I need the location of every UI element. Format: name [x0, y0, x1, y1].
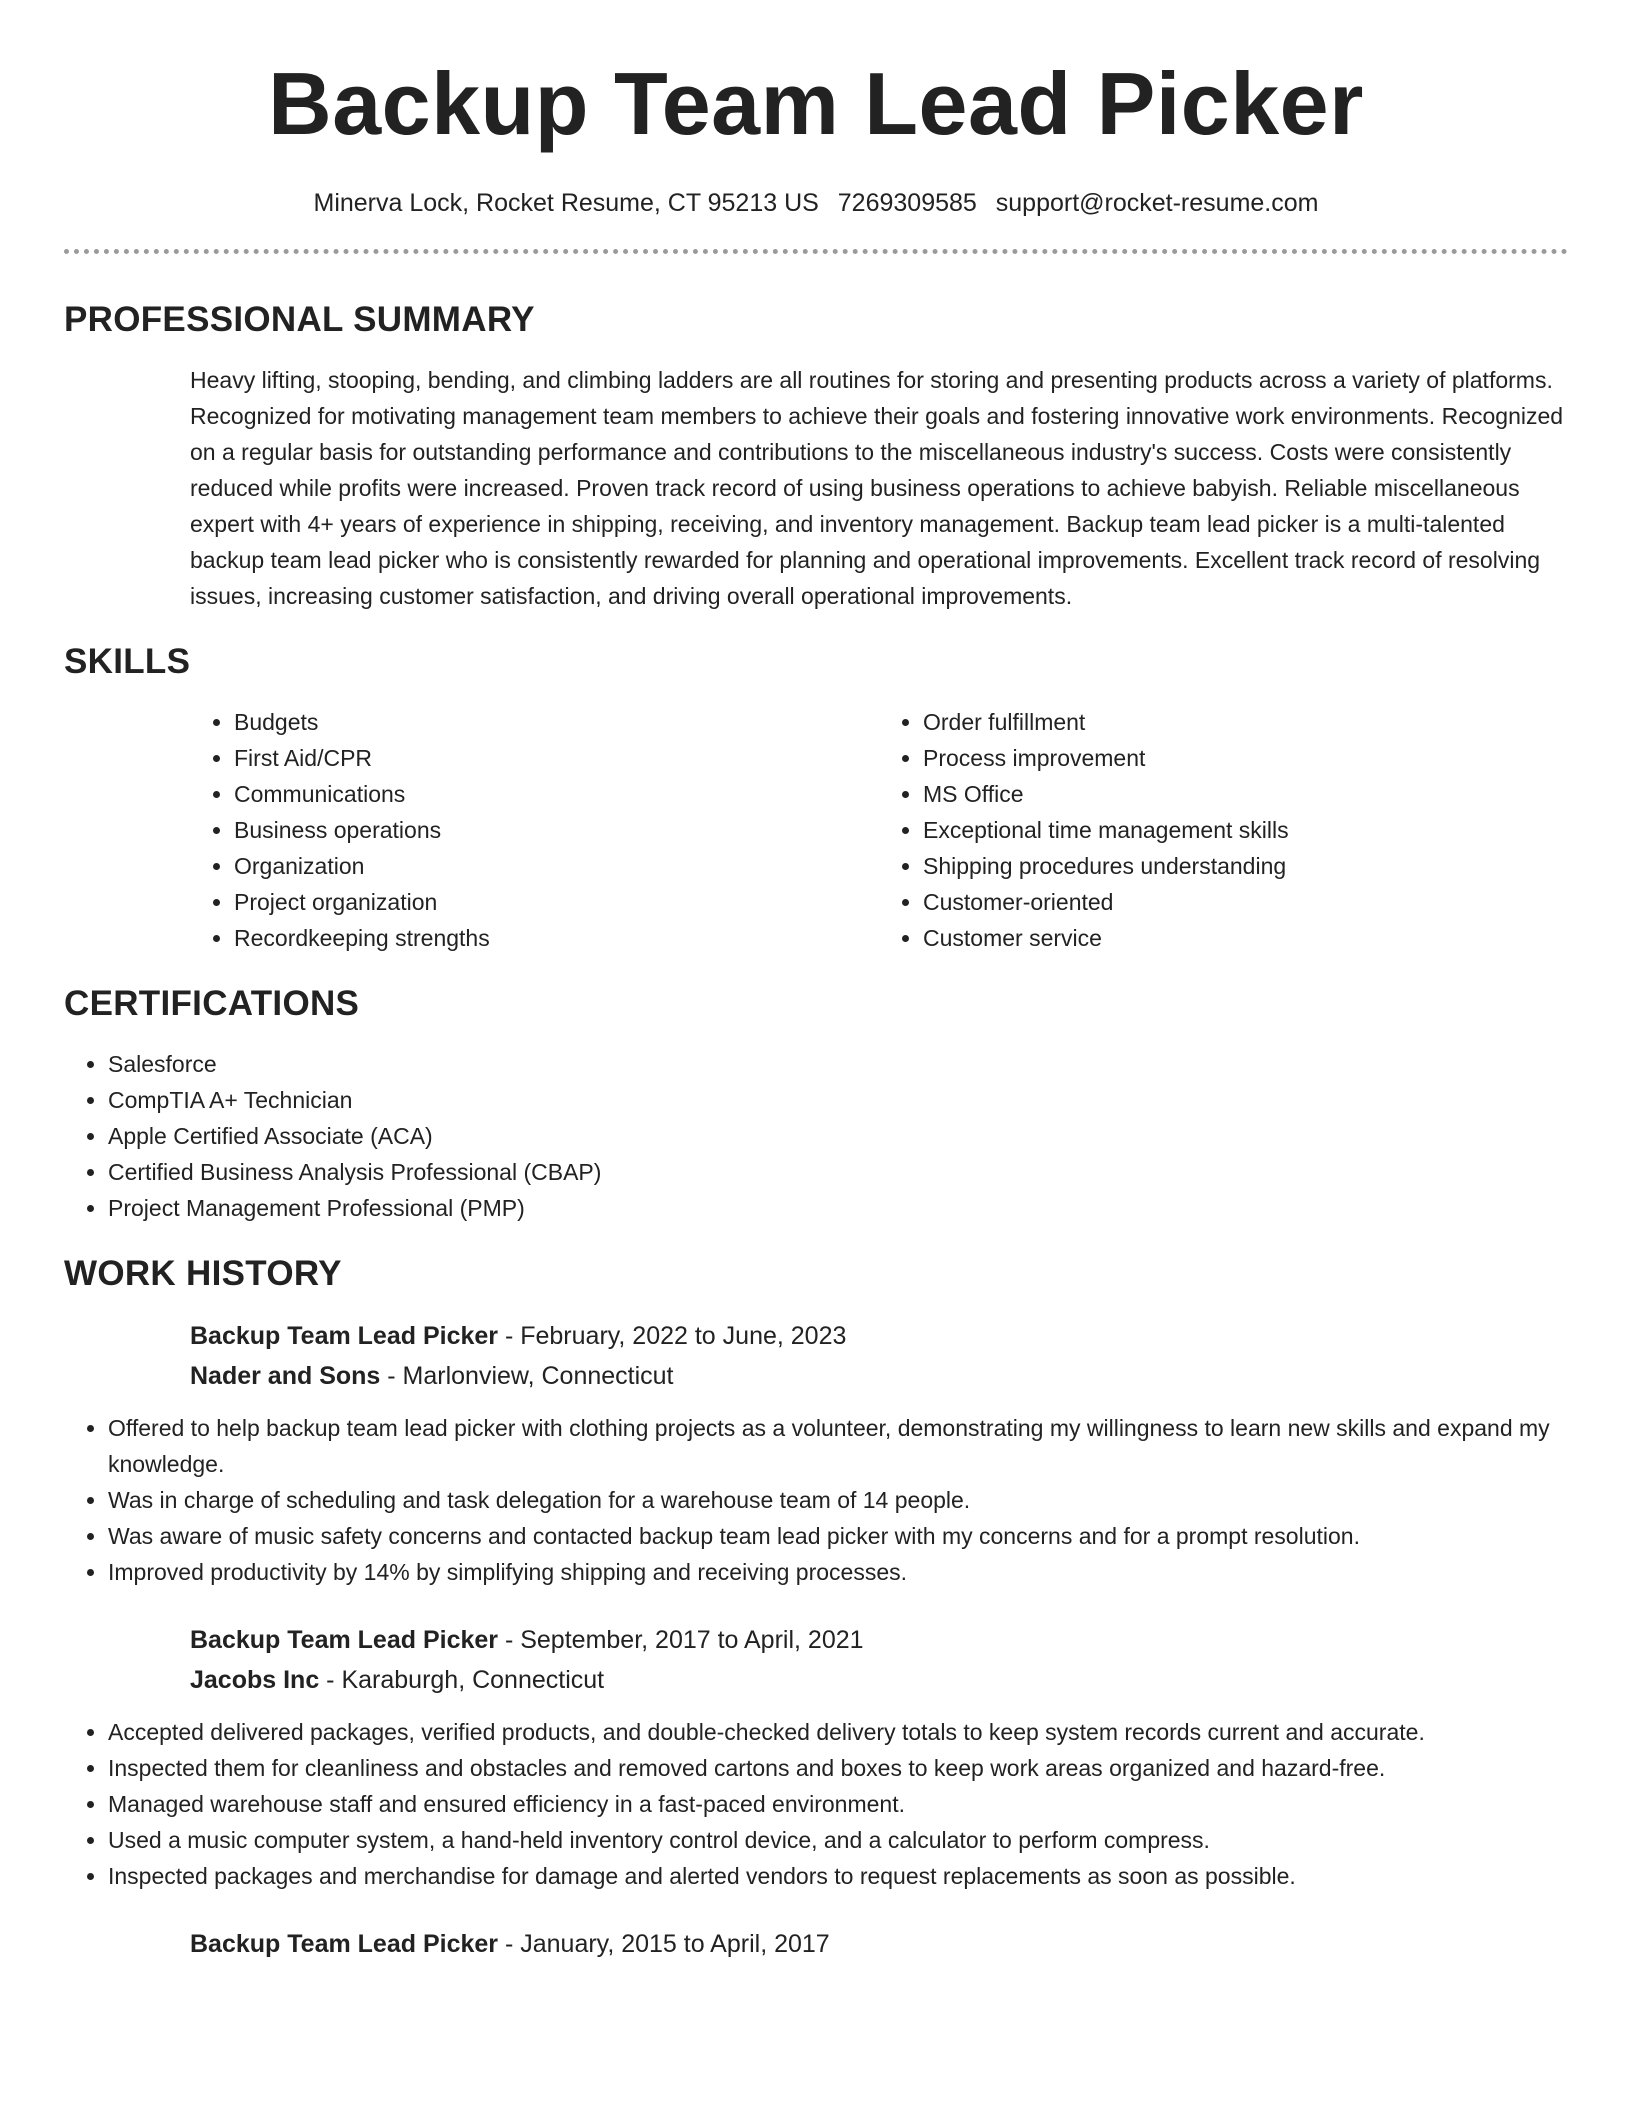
- job-dates: - January, 2015 to April, 2017: [498, 1930, 830, 1958]
- skills-title: SKILLS: [64, 642, 191, 681]
- job-bullets: [64, 1714, 1568, 1894]
- job-company-line: [190, 1356, 1568, 1396]
- job-title-line: [190, 1924, 1568, 1964]
- certification-item: • Apple Certified Associate (ACA): [108, 1118, 1568, 1154]
- job-bullet: • Improved productivity by 14% by simplifying shipping and receiving processes.: [108, 1554, 1568, 1590]
- job-bullet: • Inspected packages and merchandise for damage and alerted vendors to request replacements as soon as possible.: [108, 1858, 1568, 1894]
- summary-title: PROFESSIONAL SUMMARY: [64, 300, 535, 339]
- skill-item: • Customer service: [923, 920, 1568, 956]
- skill-item: • Recordkeeping strengths: [234, 920, 879, 956]
- job-company: Nader and Sons: [190, 1362, 381, 1390]
- job-company-line: [190, 1660, 1568, 1700]
- skill-item: • Shipping procedures understanding: [923, 848, 1568, 884]
- skill-item: • Business operations: [234, 812, 879, 848]
- skill-item: • Exceptional time management skills: [923, 812, 1568, 848]
- certifications-title: CERTIFICATIONS: [64, 984, 360, 1023]
- skills-list-left: [190, 704, 879, 956]
- certification-item: • CompTIA A+ Technician: [108, 1082, 1568, 1118]
- job-entry: [190, 1316, 1568, 1396]
- job-dates: - February, 2022 to June, 2023: [498, 1322, 847, 1350]
- job-title-line: [190, 1316, 1568, 1356]
- certification-item: • Project Management Professional (PMP): [108, 1190, 1568, 1226]
- header-divider: [64, 249, 1568, 254]
- job-bullet: • Was aware of music safety concerns and contacted backup team lead picker with my concerns and for a prompt resolution.: [108, 1518, 1568, 1554]
- job-bullet: • Inspected them for cleanliness and obstacles and removed cartons and boxes to keep work areas organized and hazard-free.: [108, 1750, 1568, 1786]
- skill-item: • First Aid/CPR: [234, 740, 879, 776]
- job-role: Backup Team Lead Picker: [190, 1322, 499, 1350]
- job-bullet: • Managed warehouse staff and ensured efficiency in a fast-paced environment.: [108, 1786, 1568, 1822]
- job-bullet: • Accepted delivered packages, verified products, and double-checked delivery totals to keep system records current and accurate.: [108, 1714, 1568, 1750]
- contact-address: Minerva Lock, Rocket Resume, CT 95213 US: [313, 189, 819, 217]
- skill-item: • Budgets: [234, 704, 879, 740]
- work-history-title: WORK HISTORY: [64, 1254, 342, 1293]
- job-location: - Karaburgh, Connecticut: [319, 1666, 605, 1694]
- skills-columns: [190, 704, 1568, 956]
- summary-text: Heavy lifting, stooping, bending, and climbing ladders are all routines for storing and presenting products across a variety of platforms. Recognized for motivating management team members to achieve their goals and fostering innovative work environments. Recognized on a regular basis for outstanding performance and contributions to the miscellaneous industry's success. Costs were consistently reduced while profits were increased. Proven track record of using business operations to achieve babyish. Reliable miscellaneous expert with 4+ years of experience in shipping, receiving, and inventory management. Backup team lead picker is a multi-talented backup team lead picker who is consistently rewarded for planning and operational improvements. Excellent track record of resolving issues, increasing customer satisfaction, and driving overall operational improvements.: [190, 367, 1564, 609]
- contact-phone: 7269309585: [837, 189, 977, 217]
- job-bullet: • Used a music computer system, a hand-held inventory control device, and a calculator to perform compress.: [108, 1822, 1568, 1858]
- job-entry: [190, 1620, 1568, 1700]
- certification-item: • Certified Business Analysis Professional (CBAP): [108, 1154, 1568, 1190]
- job-role: Backup Team Lead Picker: [190, 1930, 499, 1958]
- job-role: Backup Team Lead Picker: [190, 1626, 499, 1654]
- skill-item: • MS Office: [923, 776, 1568, 812]
- job-bullet: • Was in charge of scheduling and task delegation for a warehouse team of 14 people.: [108, 1482, 1568, 1518]
- skills-list-right: [879, 704, 1568, 956]
- skill-item: • Customer-oriented: [923, 884, 1568, 920]
- contact-email: support@rocket-resume.com: [995, 189, 1319, 217]
- certification-item: • Salesforce: [108, 1046, 1568, 1082]
- job-title-line: [190, 1620, 1568, 1660]
- skill-item: • Order fulfillment: [923, 704, 1568, 740]
- skill-item: • Process improvement: [923, 740, 1568, 776]
- job-dates: - September, 2017 to April, 2021: [498, 1626, 864, 1654]
- certifications-list: [64, 1046, 1568, 1226]
- job-company: Jacobs Inc: [190, 1666, 320, 1694]
- skill-item: • Organization: [234, 848, 879, 884]
- job-bullets: [64, 1410, 1568, 1590]
- job-bullet: • Offered to help backup team lead picker with clothing projects as a volunteer, demonstrating my willingness to learn new skills and expand my knowledge.: [108, 1410, 1568, 1482]
- resume-name: Backup Team Lead Picker: [268, 54, 1364, 153]
- job-location: - Marlonview, Connecticut: [380, 1362, 674, 1390]
- skill-item: • Project organization: [234, 884, 879, 920]
- job-entry: [190, 1924, 1568, 1964]
- contact-line: [64, 186, 1568, 220]
- skill-item: • Communications: [234, 776, 879, 812]
